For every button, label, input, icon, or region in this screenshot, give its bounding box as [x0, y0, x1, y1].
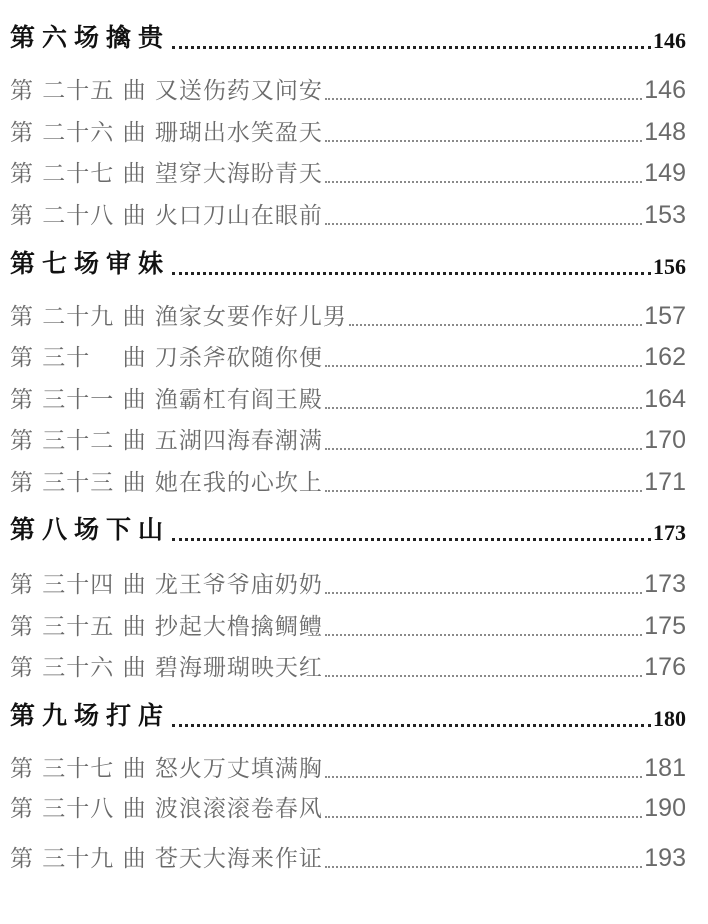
toc-entry-song — [10, 298, 686, 331]
song-title: 第 二十九 曲 渔家女要作好儿男 — [10, 304, 347, 330]
song-title: 第 二十五 曲 又送伤药又问安 — [10, 78, 323, 104]
page-number: 156 — [653, 254, 686, 279]
scene-title: 第六场擒贵 — [10, 23, 171, 52]
toc-entry-song — [10, 608, 686, 641]
toc-entry-scene — [10, 244, 686, 280]
dot-leader — [325, 490, 642, 492]
dot-leader — [325, 448, 642, 450]
page-number: 149 — [644, 159, 686, 187]
dot-leader — [325, 776, 642, 778]
song-title: 第 三十 曲 刀杀斧砍随你便 — [10, 345, 323, 371]
dot-leader — [325, 365, 642, 367]
page-number: 146 — [644, 76, 686, 104]
song-title: 第 三十一 曲 渔霸杠有阎王殿 — [10, 387, 323, 413]
toc-entry-song — [10, 750, 686, 783]
page-number: 146 — [653, 28, 686, 53]
toc-entry-scene — [10, 18, 686, 54]
toc-entry-song — [10, 840, 686, 873]
toc-entry-song — [10, 566, 686, 599]
song-title: 第 三十八 曲 波浪滚滚卷春风 — [10, 796, 323, 822]
song-title: 第 三十四 曲 龙王爷爷庙奶奶 — [10, 572, 323, 598]
page-number: 148 — [644, 118, 686, 146]
dot-leader — [349, 324, 642, 326]
dot-leader — [325, 816, 642, 818]
dot-leader — [325, 866, 642, 868]
toc-entry-song — [10, 790, 686, 823]
dot-leader — [172, 272, 651, 275]
page-number: 162 — [644, 343, 686, 371]
dot-leader — [325, 181, 642, 183]
toc-entry-scene — [10, 510, 686, 546]
toc-entry-song — [10, 155, 686, 188]
page-number: 173 — [653, 520, 686, 545]
dot-leader — [172, 724, 651, 727]
page-number: 170 — [644, 426, 686, 454]
page-number: 190 — [644, 794, 686, 822]
page-number: 175 — [644, 612, 686, 640]
dot-leader — [325, 223, 642, 225]
song-title: 第 三十七 曲 怒火万丈填满胸 — [10, 756, 323, 782]
scene-title: 第七场审妹 — [10, 249, 171, 278]
dot-leader — [325, 592, 642, 594]
toc-entry-song — [10, 464, 686, 497]
song-title: 第 二十八 曲 火口刀山在眼前 — [10, 203, 323, 229]
scene-title: 第八场下山 — [10, 515, 171, 544]
dot-leader — [325, 140, 642, 142]
page-number: 153 — [644, 201, 686, 229]
song-title: 第 三十三 曲 她在我的心坎上 — [10, 470, 323, 496]
page-number: 180 — [653, 706, 686, 731]
toc-entry-song — [10, 381, 686, 414]
toc-entry-song — [10, 197, 686, 230]
page-number: 193 — [644, 844, 686, 872]
toc-entry-song — [10, 114, 686, 147]
page-number: 157 — [644, 302, 686, 330]
dot-leader — [172, 538, 651, 541]
song-title: 第 三十二 曲 五湖四海春潮满 — [10, 428, 323, 454]
song-title: 第 二十六 曲 珊瑚出水笑盈天 — [10, 120, 323, 146]
dot-leader — [325, 634, 642, 636]
song-title: 第 三十九 曲 苍天大海来作证 — [10, 846, 323, 872]
toc-entry-song — [10, 72, 686, 105]
song-title: 第 二十七 曲 望穿大海盼青天 — [10, 161, 323, 187]
page-number: 176 — [644, 653, 686, 681]
scene-title: 第九场打店 — [10, 701, 171, 730]
dot-leader — [325, 675, 642, 677]
song-title: 第 三十五 曲 抄起大橹擒鲷鳢 — [10, 614, 323, 640]
toc-entry-scene — [10, 696, 686, 732]
dot-leader — [325, 407, 642, 409]
toc-entry-song — [10, 422, 686, 455]
page-number: 173 — [644, 570, 686, 598]
toc-entry-song — [10, 339, 686, 372]
page-number: 171 — [644, 468, 686, 496]
toc-entry-song — [10, 649, 686, 682]
page-number: 181 — [644, 754, 686, 782]
song-title: 第 三十六 曲 碧海珊瑚映天红 — [10, 655, 323, 681]
page-number: 164 — [644, 385, 686, 413]
dot-leader — [172, 46, 651, 49]
dot-leader — [325, 98, 642, 100]
